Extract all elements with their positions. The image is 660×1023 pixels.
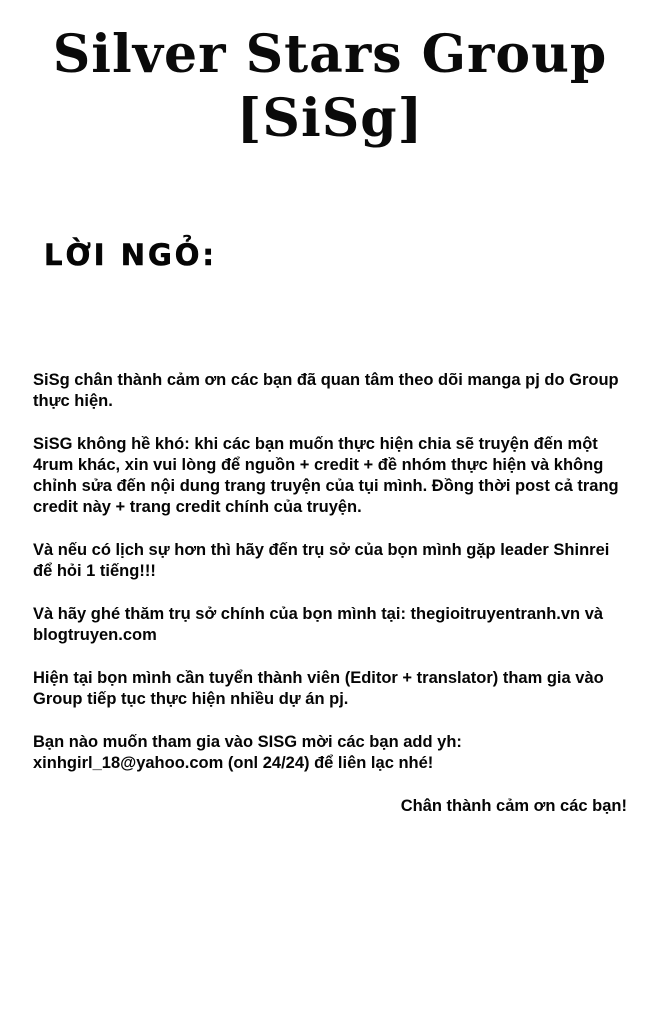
foreword-body — [33, 370, 629, 839]
foreword-paragraph-thanks: SiSg chân thành cảm ơn các bạn đã quan tâm theo dõi manga pj do Group thực hiện. — [33, 371, 619, 410]
closing-thanks: Chân thành cảm ơn các bạn! — [400, 797, 627, 815]
group-title-block — [0, 22, 660, 150]
foreword-paragraph-ask-leader: Và nếu có lịch sự hơn thì hãy đến trụ sở của bọn mình gặp leader Shinrei để hỏi 1 tiếng!!! — [33, 541, 610, 580]
foreword-paragraph-websites: Và hãy ghé thăm trụ sở chính của bọn mình tại: thegioitruyentranh.vn và blogtruyen.com — [33, 605, 604, 644]
foreword-paragraph-recruitment: Hiện tại bọn mình cần tuyển thành viên (Editor + translator) tham gia vào Group tiếp tục thực hiện nhiều dự án pj. — [33, 669, 604, 708]
foreword-paragraph-sharing-rules: SiSG không hề khó: khi các bạn muốn thực hiện chia sẽ truyện đến một 4rum khác, xin vui lòng để nguồn + credit + đề nhóm thực hiện và không chỉnh sửa đến nội dung trang truyện của tụi mình. Đồng thời post cả trang credit này + trang credit chính của truyện. — [33, 435, 619, 516]
group-name-title: Silver Stars Group — [52, 24, 608, 85]
foreword-heading: LỜI NGỎ: — [44, 238, 218, 272]
foreword-paragraph-contact: Bạn nào muốn tham gia vào SISG mời các bạn add yh: xinhgirl_18@yahoo.com (onl 24/24) để liên lạc nhé! — [33, 733, 462, 772]
group-tag-title: [SiSg] — [236, 88, 424, 149]
